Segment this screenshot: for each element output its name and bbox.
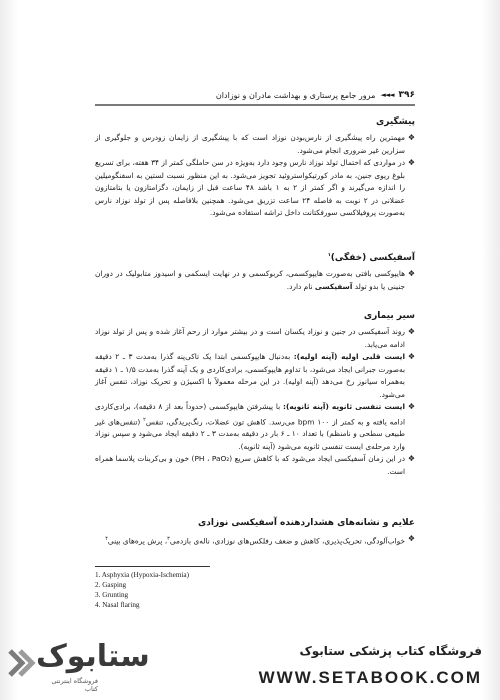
signs-section xyxy=(95,518,415,548)
header-divider xyxy=(95,104,415,106)
course-section xyxy=(95,311,415,478)
footnote-3: 3. Grunting xyxy=(95,591,129,599)
course-paragraph-primary-apnea: ❖ ایست قلبی اولیه (آپنه اولیه): به‌دنبال هایپوکسمی ابتدا یک تاکی‌پنه گذرا به‌مدت ۳ ـ ۲ دقیقه به‌صورت جبرانی ایجاد می‌شود، با تداوم هایپوکسمی، برادی‌کاردی و یک آپنه گذرا به‌مدت ۱/۵ ـ ۱ دقیقه به‌همراه سیانوز رخ می‌دهد (آپنه اولیه). در این مرحله معمولاً با اکسیژن و تحریک نوزاد، تنفس آغاز می‌شود. xyxy=(95,352,415,399)
bullet-icon: ❖ xyxy=(407,158,415,167)
bullet-icon: ❖ xyxy=(407,402,415,411)
header-title: مرور جامع پرستاری و بهداشت مادران و نوزادان xyxy=(215,90,376,100)
asphyxia-definition: ❖ هایپوکسی بافتی به‌صورت هایپوکسمی، کربوکسمی و در نهایت ایسکمی و اسیدوز متابولیک در دوران جنینی یا بدو تولد آسفیکسی نام دارد. xyxy=(95,269,415,291)
asphyxia-section xyxy=(95,252,415,293)
bullet-icon: ❖ xyxy=(407,269,415,278)
section-title-course: سیر بیماری xyxy=(363,311,415,321)
signs-paragraph: ❖ خواب‌آلودگی، تحریک‌پذیری، کاهش و ضعف رفلکس‌های نوزادی، ناله‌ی بازدمی$^۳$، پرش پره‌های بینی$^۴$ xyxy=(105,534,415,546)
prevention-section xyxy=(95,117,415,220)
running-header xyxy=(95,88,415,102)
shop-url-link[interactable]: WWW.SETABOOK.COM xyxy=(258,668,482,687)
bullet-icon: ❖ xyxy=(407,352,415,361)
footnote-2: 2. Gasping xyxy=(95,581,127,589)
course-paragraph-1: ❖ روند آسفیکسی در جنین و نوزاد یکسان است و در بیشتر موارد از رحم آغاز شده و پس از تولد نوزاد ادامه می‌یابد. xyxy=(95,327,415,349)
course-paragraph-4: ❖ در این زمان آسفیکسی ایجاد می‌شود که با کاهش سریع (PH ، PaO₂) خون و بی‌کربنات پلاسما همراه است. xyxy=(95,454,415,476)
logo-text: ستابوک xyxy=(36,639,150,674)
footnote-4: 4. Nasal flaring xyxy=(95,601,140,609)
logo-subtitle: فروشگاه اینترنتی کتاب xyxy=(51,677,98,693)
bullet-icon: ❖ xyxy=(407,327,415,336)
bullet-icon: ❖ xyxy=(407,534,415,543)
bullet-icon: ❖ xyxy=(407,133,415,142)
publisher-footer xyxy=(0,632,500,700)
shop-title: فروشگاه کتاب پزشکی ستابوک xyxy=(299,644,482,658)
section-title-asphyxia: آسفیکسی (خفگی)$^۱$ xyxy=(327,252,415,263)
setabook-logo[interactable] xyxy=(8,639,150,693)
footnote-1: 1. Asphyxia (Hypoxia-Ischemia) xyxy=(95,571,190,579)
page-number: ۳۹۶ xyxy=(398,90,415,100)
footnote-divider xyxy=(95,566,210,567)
course-paragraph-secondary-apnea: ❖ ایست تنفسی ثانویه (آپنه ثانویه): با پیشرفتن هایپوکسمی (حدوداً بعد از ۸ دقیقه)، برادی‌کاردی ادامه یافته و به کمتر از ۱۰۰ bpm می‌رسد. کاهش تون عضلات، رنگ‌پریدگی، تنفس$^۲$ (تنفس‌های غیر طبیعی سطحی و نامنظم) با تعداد ۱۰ ـ ۶ بار در دقیقه به‌مدت ۳ ـ ۲ دقیقه ایجاد می‌شود و سپس نوزاد وارد مرحله‌ی ایست تنفسی ثانویه می‌شود (آپنه ثانویه). xyxy=(95,402,415,451)
header-arrows-icon: ◄◄◄ xyxy=(380,91,394,99)
bullet-icon: ❖ xyxy=(407,454,415,464)
section-title-prevention: پیشگیری xyxy=(376,117,415,127)
prevention-paragraph-2: ❖ در مواردی که احتمال تولد نوزاد نارس وجود دارد به‌ویژه در سن حاملگی کمتر از ۳۴ هفته، برای تسریع بلوغ ریوی جنین، به مادر کورتیکواستروئید تجویز می‌شود. به این منظور نسبت لستین به اسفنگومیلین را اندازه می‌گیرند و اگر کمتر از ۲ به ۱ باشد ۴۸ ساعت قبل از زایمان، دگزامتازون یا بتامتازون عضلانی در ۲ نوبت به فاصله ۲۴ ساعت تزریق می‌شود. همچنین بلافاصله پس از تولد نوزاد نارس به‌صورت پروفیلاکسی سورفکتانت داخل تراشه استفاده می‌شود. xyxy=(95,158,415,217)
prevention-paragraph-1: ❖ مهمترین راه پیشگیری از نارس‌بودن نوزاد است که با پیشگیری از زایمان زودرس و جلوگیری از سزارین غیر ضروری انجام می‌شود. xyxy=(95,133,415,155)
section-title-signs: علایم و نشانه‌های هشداردهنده آسفیکسی نوزادی xyxy=(198,518,415,528)
